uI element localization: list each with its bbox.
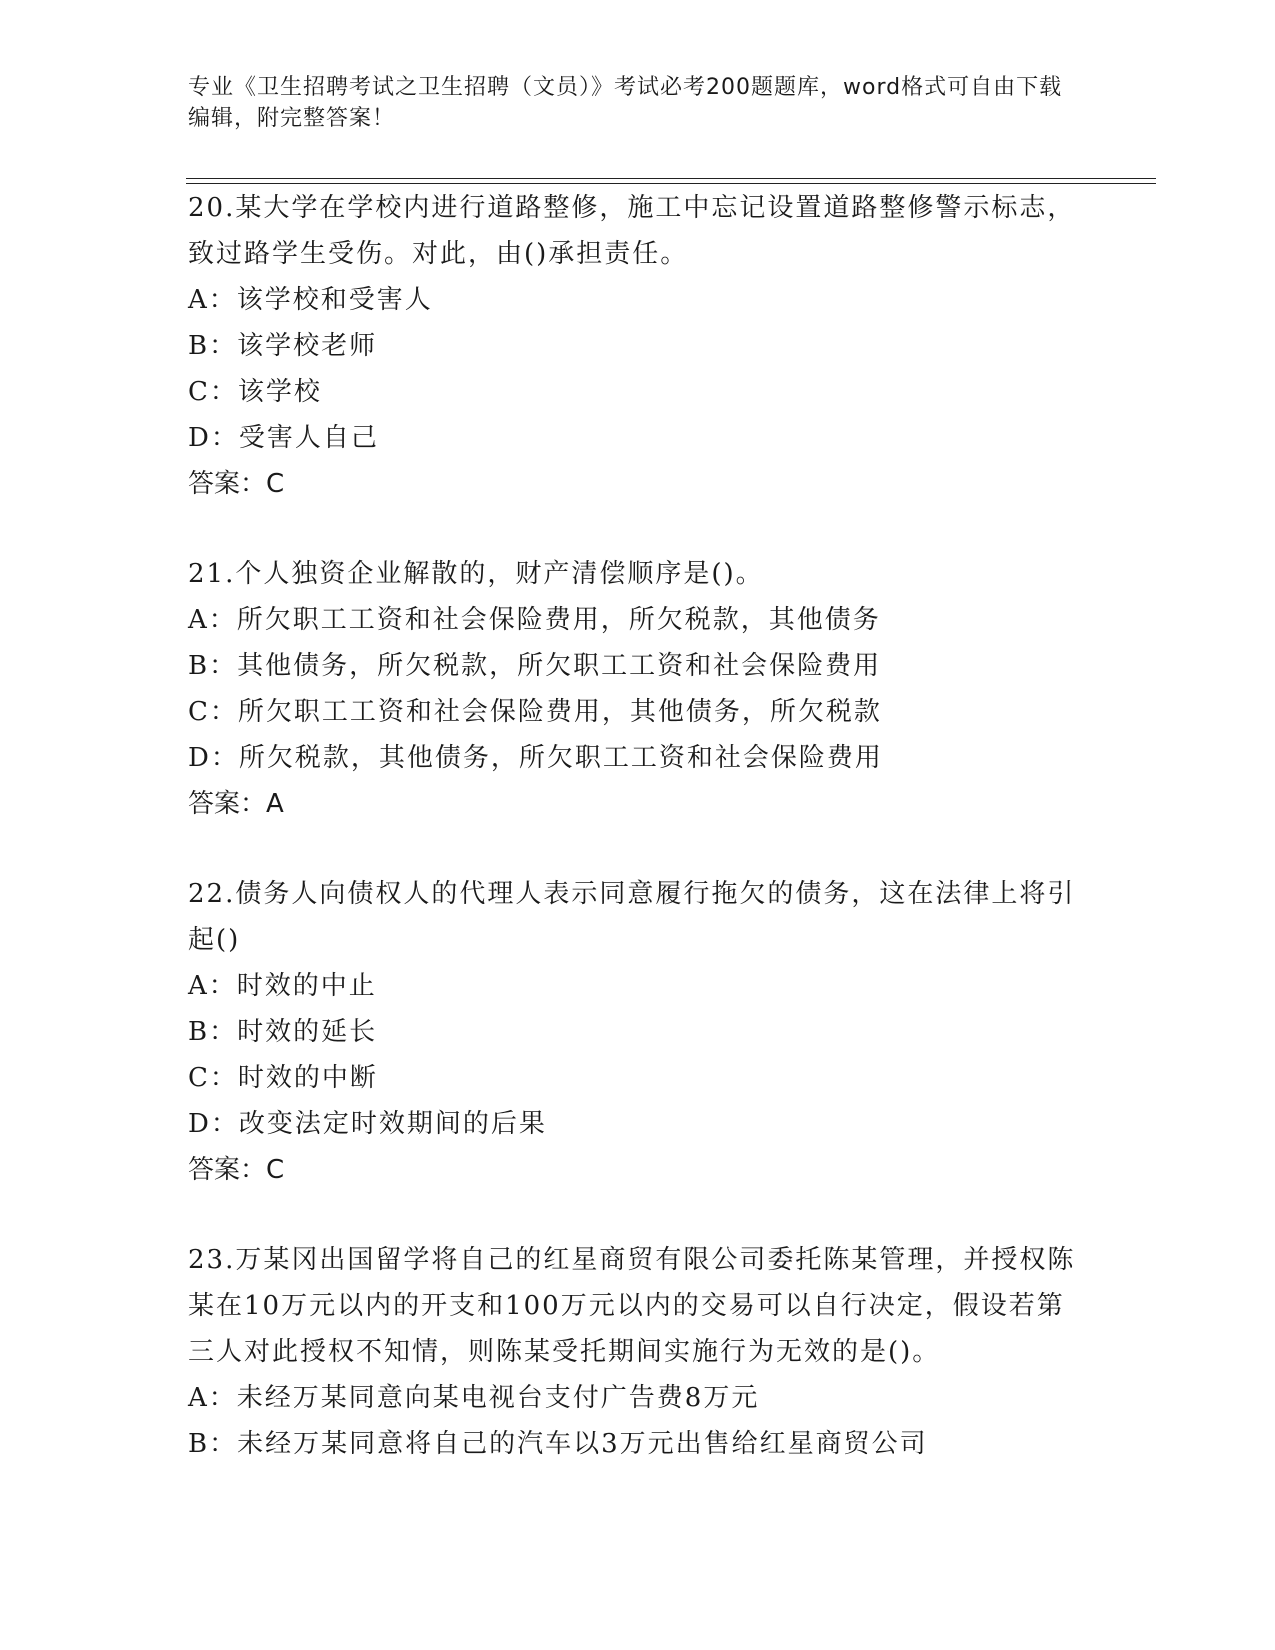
option-a: A：该学校和受害人 bbox=[188, 285, 433, 315]
question-20 bbox=[188, 185, 1088, 507]
option-b: B：其他债务，所欠税款，所欠职工工资和社会保险费用 bbox=[188, 651, 882, 681]
question-stem: 21.个人独资企业解散的，财产清偿顺序是()。 bbox=[188, 559, 764, 589]
document-header: 专业《卫生招聘考试之卫生招聘（文员）》考试必考200题题库，word格式可自由下载编辑，附完整答案！ bbox=[188, 75, 1063, 131]
question-list bbox=[188, 185, 1088, 1467]
option-a: A：所欠职工工资和社会保险费用，所欠税款，其他债务 bbox=[188, 605, 881, 635]
option-b: B：未经万某同意将自己的汽车以3万元出售给红星商贸公司 bbox=[188, 1429, 928, 1459]
question-stem: 22.债务人向债权人的代理人表示同意履行拖欠的债务，这在法律上将引起() bbox=[188, 879, 1076, 955]
option-b: B：该学校老师 bbox=[188, 331, 378, 361]
answer: 答案：A bbox=[188, 789, 284, 819]
question-stem: 20.某大学在学校内进行道路整修，施工中忘记设置道路整修警示标志，致过路学生受伤。对此，由()承担责任。 bbox=[188, 193, 1076, 269]
option-d: D：所欠税款，其他债务，所欠职工工资和社会保险费用 bbox=[188, 743, 883, 773]
question-stem: 23.万某冈出国留学将自己的红星商贸有限公司委托陈某管理，并授权陈某在10万元以内的开支和100万元以内的交易可以自行决定，假设若第三人对此授权不知情，则陈某受托期间实施行为无效的是()。 bbox=[188, 1245, 1076, 1367]
header-rule-bottom bbox=[186, 183, 1156, 184]
option-b: B：时效的延长 bbox=[188, 1017, 378, 1047]
question-21 bbox=[188, 551, 1088, 827]
option-c: C：所欠职工工资和社会保险费用，其他债务，所欠税款 bbox=[188, 697, 882, 727]
answer: 答案：C bbox=[188, 1155, 285, 1185]
answer: 答案：C bbox=[188, 469, 285, 499]
header-rule-top bbox=[186, 178, 1156, 179]
option-c: C：该学校 bbox=[188, 377, 322, 407]
option-a: A：时效的中止 bbox=[188, 971, 377, 1001]
question-22 bbox=[188, 871, 1088, 1193]
option-a: A：未经万某同意向某电视台支付广告费8万元 bbox=[188, 1383, 760, 1413]
question-23 bbox=[188, 1237, 1088, 1467]
option-d: D：改变法定时效期间的后果 bbox=[188, 1109, 547, 1139]
option-d: D：受害人自己 bbox=[188, 423, 379, 453]
option-c: C：时效的中断 bbox=[188, 1063, 378, 1093]
